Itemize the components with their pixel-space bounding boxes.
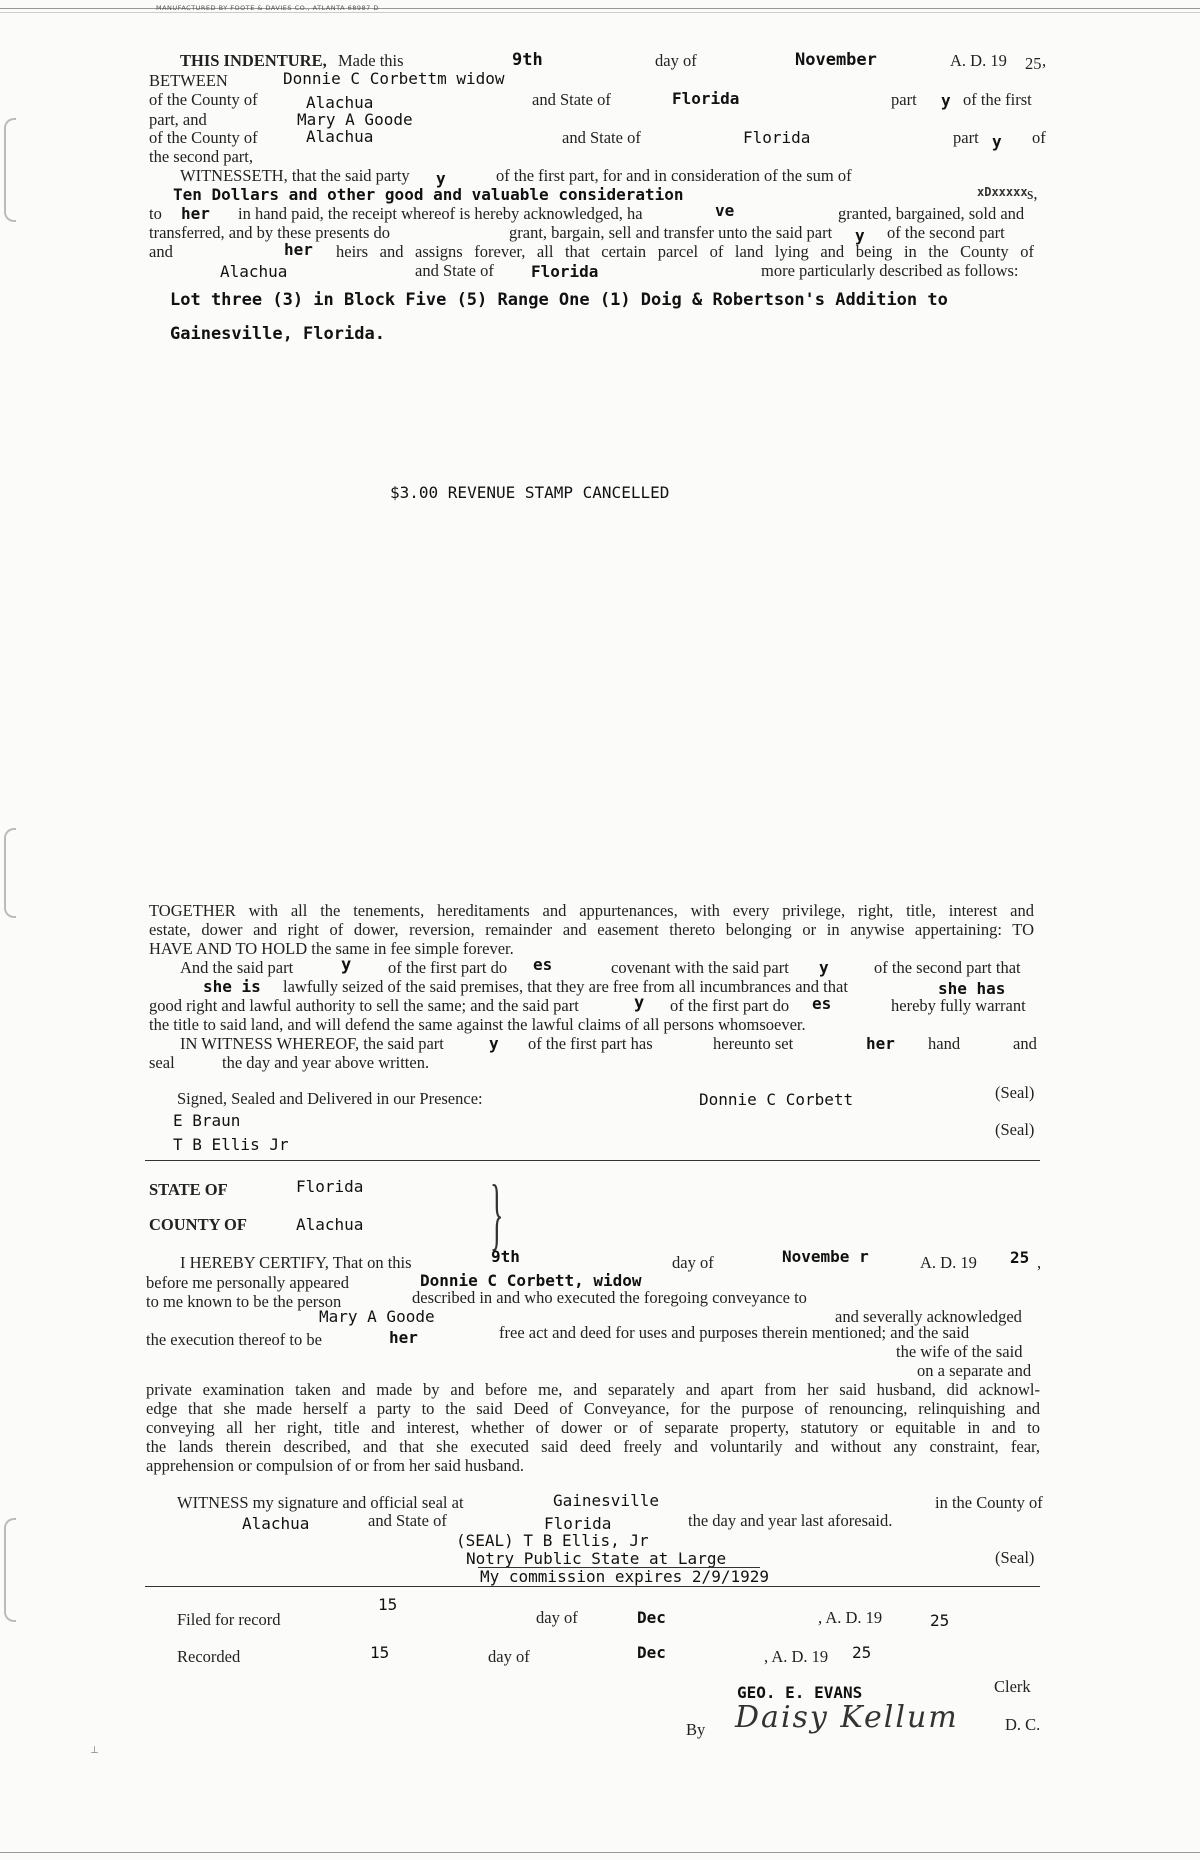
label-state-2: and State of <box>562 128 641 147</box>
divider-1 <box>145 1160 1040 1161</box>
ack-month: Novembe r <box>782 1247 869 1266</box>
legal-description-line-1: Lot three (3) in Block Five (5) Range One (1) Doig & Robertson's Addition to <box>170 290 948 310</box>
label-on-separate: on a separate and <box>917 1361 1032 1380</box>
label-first-1: of the first <box>963 90 1032 109</box>
seal-label-2: (Seal) <box>995 1120 1035 1139</box>
label-seized: lawfully seized of the said premises, that they are free from all incumbrances and that <box>283 977 848 996</box>
label-filed-ad: , A. D. 19 <box>818 1608 883 1627</box>
consideration-amount: Ten Dollars and other good and valuable consideration <box>173 185 684 204</box>
fill-y-2: y <box>992 132 1002 151</box>
fill-y-3: y <box>855 226 865 245</box>
ack-state-label: STATE OF <box>149 1180 228 1199</box>
clerk-name: GEO. E. EVANS <box>737 1683 863 1702</box>
label-cov-a: And the said part <box>180 958 294 977</box>
margin-bracket-2 <box>4 828 16 918</box>
label-cov-b: of the first part do <box>388 958 508 977</box>
label-filed-day-of: day of <box>536 1608 578 1627</box>
label-day-of: day of <box>655 51 697 70</box>
label-heirs: heirs and assigns forever, all that certain parcel of land lying and being in the County of <box>336 242 1034 261</box>
deputy-clerk-signature: Daisy Kellum <box>735 1700 959 1735</box>
fill-y-1: y <box>941 91 951 110</box>
private-line-3: conveying all her right, title and interest, whether of dower or of separate property, statutory or equitable in and to <box>146 1418 1040 1437</box>
label-cov-c: covenant with the said part <box>611 958 789 977</box>
grantee-county: Alachua <box>306 127 374 146</box>
label-filed: Filed for record <box>177 1610 281 1629</box>
label-granted: granted, bargained, sold and <box>838 204 1025 223</box>
label-county-2: of the County of <box>149 128 258 147</box>
label-dc: D. C. <box>1005 1715 1041 1734</box>
land-county: Alachua <box>220 262 288 281</box>
notary-seal: (Seal) <box>995 1548 1035 1567</box>
label-consideration-sum: of the first part, for and in consideration of the sum of <box>496 166 852 185</box>
together-line-3: HAVE AND TO HOLD the same in fee simple forever. <box>149 939 514 958</box>
grantee-state: Florida <box>743 128 811 147</box>
label-wit-e: and <box>1013 1034 1037 1053</box>
label-state-3: and State of <box>415 261 494 280</box>
ack-year-comma: , <box>1037 1253 1042 1272</box>
fill-to-her: her <box>181 204 210 223</box>
ack-city: Gainesville <box>553 1491 659 1510</box>
revenue-stamp-note: $3.00 REVENUE STAMP CANCELLED <box>390 483 670 502</box>
deed-day: 9th <box>512 50 543 70</box>
together-line-1: TOGETHER with all the tenements, hereditaments and appurtenances, with every privilege, right, title, interest and <box>149 901 1034 920</box>
label-free-act: free act and deed for uses and purposes therein mentioned; and the said <box>499 1323 970 1342</box>
label-witnesseth: WITNESSETH, that the said party <box>180 166 410 185</box>
ack-county2: Alachua <box>242 1514 310 1533</box>
label-described: more particularly described as follows: <box>761 261 1019 280</box>
label-by: By <box>686 1720 706 1739</box>
notary-line-1: (SEAL) T B Ellis, Jr <box>456 1531 649 1550</box>
deed-month: November <box>795 50 877 70</box>
label-witness-sig: WITNESS my signature and official seal at <box>177 1493 464 1512</box>
fill-y-witnesseth: y <box>436 169 446 188</box>
label-hand-paid: in hand paid, the receipt whereof is hereby acknowledged, ha <box>238 204 643 223</box>
label-state-1: and State of <box>532 90 611 109</box>
filed-day: 15 <box>378 1595 398 1614</box>
divider-3 <box>145 1586 1040 1587</box>
label-certify: I HEREBY CERTIFY, That on this <box>180 1253 412 1272</box>
fill-wit-y: y <box>489 1034 499 1053</box>
rec-day: 15 <box>370 1643 390 1662</box>
ack-appeared-name: Donnie C Corbett, widow <box>420 1271 642 1290</box>
grantor-name: Donnie C Corbettm widow <box>283 69 505 88</box>
ack-year: 25 <box>1010 1248 1030 1267</box>
margin-bracket-3 <box>4 1518 16 1622</box>
label-part-and: part, and <box>149 110 207 129</box>
grantor-state: Florida <box>672 89 740 108</box>
ack-day: 9th <box>491 1247 520 1266</box>
label-wit-a: IN WITNESS WHEREOF, the said part <box>180 1034 444 1053</box>
fill-she-is: she is <box>203 977 261 996</box>
label-gr-b: of the first part do <box>670 996 790 1015</box>
printer-imprint: MANUFACTURED BY FOOTE & DAVIES CO., ATLANTA 68987 D <box>156 4 379 12</box>
ack-state-value: Florida <box>296 1177 364 1196</box>
grantee-name: Mary A Goode <box>297 110 413 129</box>
fill-she-has: she has <box>938 979 1006 998</box>
label-rec-day-of: day of <box>488 1647 530 1666</box>
label-recorded: Recorded <box>177 1647 241 1666</box>
dollars-struck: xDxxxxx <box>977 185 1028 199</box>
label-second-part: the second part, <box>149 147 254 166</box>
margin-bracket-1 <box>4 118 16 222</box>
fill-ha-ve: ve <box>715 201 735 220</box>
ack-county-value: Alachua <box>296 1215 364 1234</box>
ack-county-label: COUNTY OF <box>149 1215 247 1234</box>
notary-line-2: Notry Public State at Large <box>466 1549 727 1568</box>
label-signed-sealed: Signed, Sealed and Delivered in our Presence: <box>177 1089 483 1108</box>
label-title-defend: the title to said land, and will defend the same against the lawful claims of all persons whomsoever. <box>149 1015 806 1034</box>
witness-1: E Braun <box>173 1111 241 1130</box>
label-execution: the execution thereof to be <box>146 1330 322 1349</box>
rec-month: Dec <box>637 1643 666 1662</box>
rec-year: 25 <box>852 1643 872 1662</box>
label-wit-b: of the first part has <box>528 1034 653 1053</box>
ack-state2: Florida <box>544 1514 612 1533</box>
fill-gr-y: y <box>634 993 645 1013</box>
filed-month: Dec <box>637 1608 666 1627</box>
deed-year-comma: , <box>1042 51 1047 70</box>
label-county-1: of the County of <box>149 90 258 109</box>
label-in-county: in the County of <box>935 1493 1043 1512</box>
label-clerk: Clerk <box>994 1677 1031 1696</box>
legal-description-line-2: Gainesville, Florida. <box>170 324 385 344</box>
margin-mark: ⊥ <box>90 1745 99 1756</box>
label-made-this: Made this <box>338 51 404 70</box>
label-seal-word: seal <box>149 1053 175 1072</box>
filed-year: 25 <box>930 1611 950 1630</box>
label-and: and <box>149 242 173 261</box>
fill-heirs-her: her <box>284 240 313 259</box>
label-ack-state-of: and State of <box>368 1511 447 1530</box>
label-ack-ad: A. D. 19 <box>920 1253 977 1272</box>
dollars-end: s, <box>1027 184 1038 203</box>
label-wife-of: the wife of the said <box>896 1342 1023 1361</box>
label-cov-d: of the second part that <box>874 958 1021 977</box>
notary-line-3: My commission expires 2/9/1929 <box>480 1567 769 1586</box>
private-line-4: the lands therein described, and that she executed said deed freely and voluntarily and without any constraint, fear, <box>146 1437 1040 1456</box>
label-transferred: transferred, and by these presents do <box>149 223 390 242</box>
label-day-year: the day and year above written. <box>222 1053 430 1072</box>
label-part-2: part <box>953 128 979 147</box>
label-described-exec: described in and who executed the foregoing conveyance to <box>412 1288 807 1307</box>
label-wit-c: hereunto set <box>713 1034 794 1053</box>
deed-year: 25 <box>1025 54 1042 73</box>
label-grant-sell: grant, bargain, sell and transfer unto the said part <box>509 223 833 242</box>
seal-label-1: (Seal) <box>995 1083 1035 1102</box>
bottom-border <box>0 1852 1200 1853</box>
fill-cov-es: es <box>533 955 553 974</box>
divider-2 <box>478 1567 760 1568</box>
top-border-2 <box>0 12 1200 13</box>
grantor-county: Alachua <box>306 93 374 112</box>
label-severally: and severally acknowledged <box>835 1307 1022 1326</box>
label-of-2: of <box>1032 128 1046 147</box>
label-gr-c: hereby fully warrant <box>891 996 1026 1015</box>
private-line-1: private examination taken and made by and before me, and separately and apart from her said husband, did acknowl- <box>146 1380 1040 1399</box>
label-known: to me known to be the person <box>146 1292 342 1311</box>
label-between: BETWEEN <box>149 71 228 90</box>
label-ack-day-of: day of <box>672 1253 714 1272</box>
venue-brace: } <box>490 1170 504 1258</box>
witness-2: T B Ellis Jr <box>173 1135 289 1154</box>
fill-wit-her: her <box>866 1034 895 1053</box>
grantor-signature: Donnie C Corbett <box>699 1090 854 1109</box>
label-wit-d: hand <box>928 1034 961 1053</box>
together-line-2: estate, dower and right of dower, reversion, remainder and easement thereto belonging or in anywise appertaining: TO <box>149 920 1034 939</box>
label-ad: A. D. 19 <box>950 51 1007 70</box>
label-rec-ad: , A. D. 19 <box>764 1647 829 1666</box>
private-line-2: edge that she made herself a party to the said Deed of Conveyance, for the purpose of renouncing, relinquishing and <box>146 1399 1040 1418</box>
label-day-last: the day and year last aforesaid. <box>688 1511 893 1530</box>
label-second-part-2: of the second part <box>887 223 1005 242</box>
label-to: to <box>149 204 162 223</box>
fill-cov-y: y <box>341 955 352 975</box>
ack-grantee: Mary A Goode <box>319 1307 435 1326</box>
label-before-me: before me personally appeared <box>146 1273 349 1292</box>
fill-gr-es: es <box>812 994 832 1013</box>
land-state: Florida <box>531 262 599 281</box>
fill-cov-y2: y <box>819 958 829 977</box>
label-good-right: good right and lawful authority to sell the same; and the said part <box>149 996 579 1015</box>
indenture-heading: THIS INDENTURE, <box>180 51 327 70</box>
private-line-5: apprehension or compulsion of or from her said husband. <box>146 1456 525 1475</box>
label-part-1: part <box>891 90 917 109</box>
ack-exec-her: her <box>389 1328 418 1347</box>
